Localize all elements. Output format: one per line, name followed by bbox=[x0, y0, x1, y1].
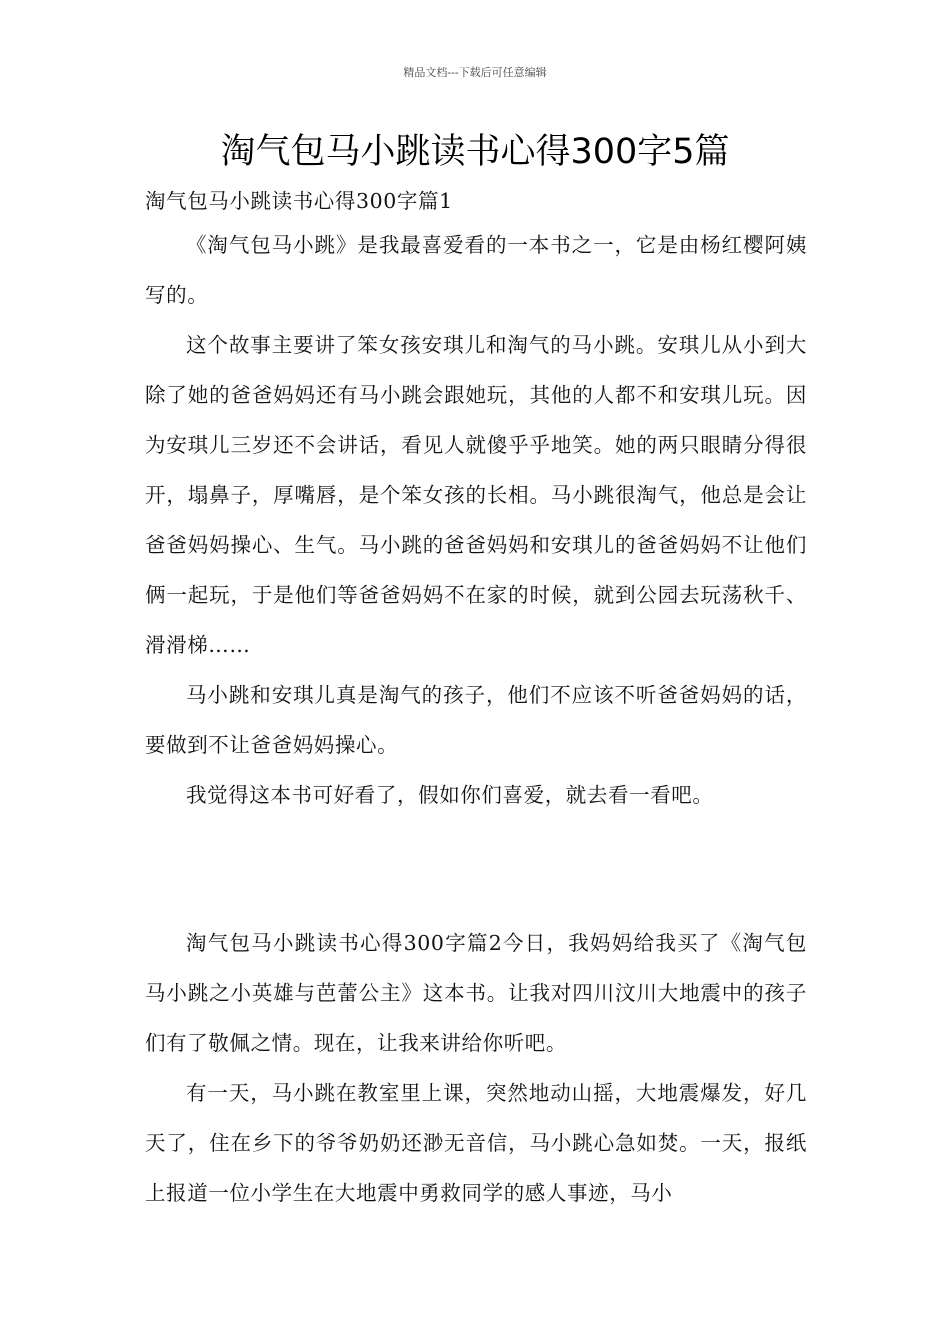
document-title: 淘气包马小跳读书心得300字5篇 bbox=[220, 132, 730, 172]
section-2-paragraph: 淘气包马小跳读书心得300字篇2今日，我妈妈给我买了《淘气包马小跳之小英雄与芭蕾公主》这本书。让我对四川汶川大地震中的孩子们有了敬佩之情。现在，让我来讲给你听吧。 bbox=[145, 931, 807, 1055]
section-1-paragraph: 这个故事主要讲了笨女孩安琪儿和淘气的马小跳。安琪儿从小到大除了她的爸爸妈妈还有马小跳会跟她玩，其他的人都不和安琪儿玩。因为安琪儿三岁还不会讲话，看见人就傻乎乎地笑。她的两只眼睛分得很开，塌鼻子，厚嘴唇，是个笨女孩的长相。马小跳很淘气，他总是会让爸爸妈妈操心、生气。马小跳的爸爸妈妈和安琪儿的爸爸妈妈不让他们俩一起玩，于是他们等爸爸妈妈不在家的时候，就到公园去玩荡秋千、滑滑梯…… bbox=[145, 333, 807, 657]
document-body bbox=[145, 182, 807, 1218]
section-2-paragraph: 有一天，马小跳在教室里上课，突然地动山摇，大地震爆发，好几天了，住在乡下的爷爷奶奶还渺无音信，马小跳心急如焚。一天，报纸上报道一位小学生在大地震中勇救同学的感人事迹，马小 bbox=[145, 1081, 807, 1205]
section-1-paragraph: 我觉得这本书可好看了，假如你们喜爱，就去看一看吧。 bbox=[186, 783, 714, 807]
section-gap bbox=[145, 820, 807, 918]
section-1-heading: 淘气包马小跳读书心得300字篇1 bbox=[145, 189, 453, 213]
section-1-paragraph: 马小跳和安琪儿真是淘气的孩子，他们不应该不听爸爸妈妈的话，要做到不让爸爸妈妈操心。 bbox=[145, 683, 807, 757]
page-header-note: 精品文档---下载后可任意编辑 bbox=[403, 66, 547, 79]
section-1-paragraph: 《淘气包马小跳》是我最喜爱看的一本书之一，它是由杨红樱阿姨写的。 bbox=[145, 233, 807, 307]
